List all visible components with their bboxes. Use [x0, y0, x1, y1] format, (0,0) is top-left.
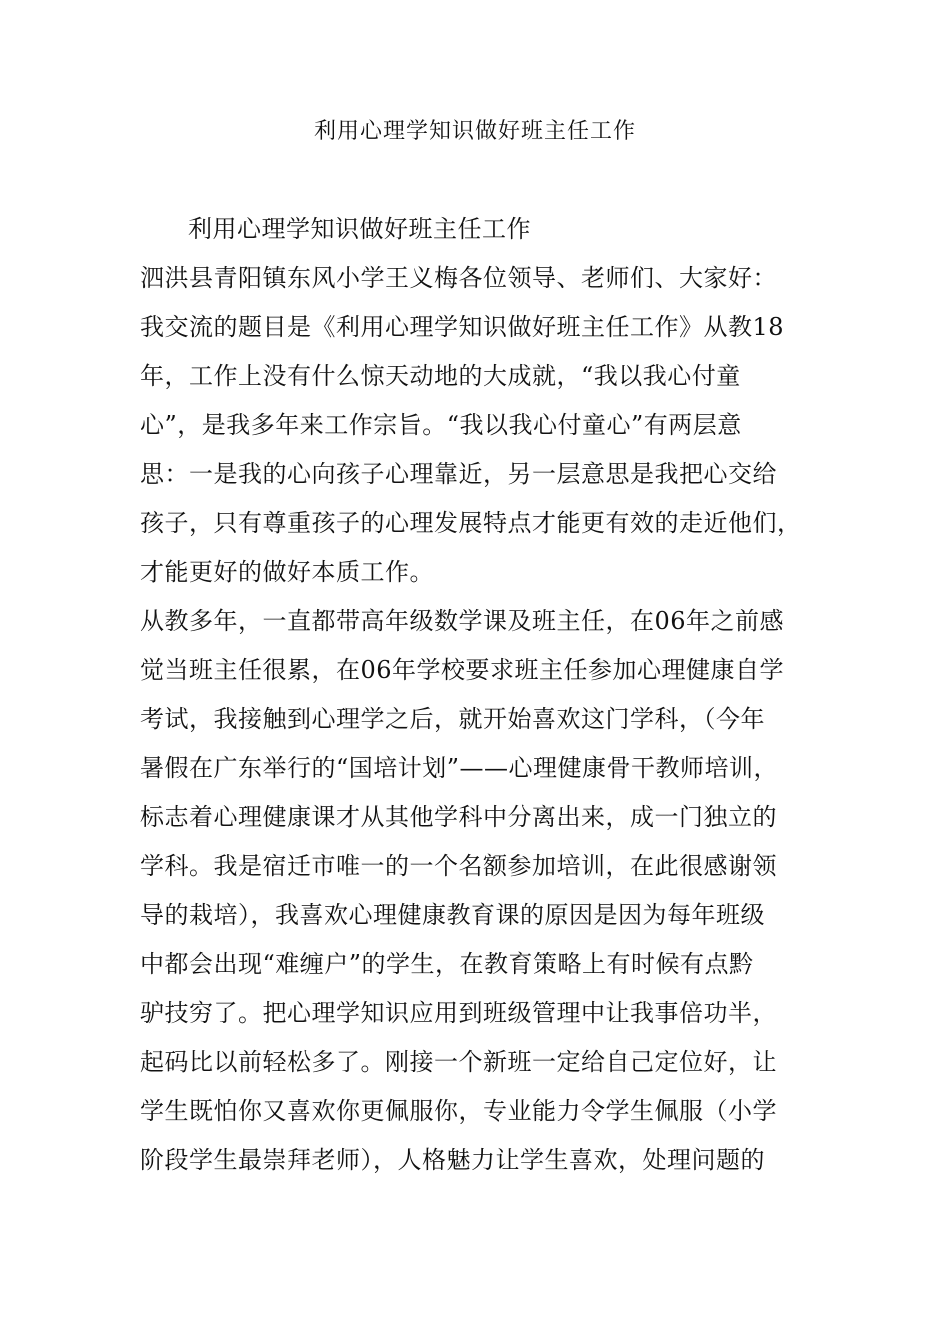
document-title: 利用心理学知识做好班主任工作 [313, 119, 636, 144]
body-line: 年，工作上没有什么惊天动地的大成就，“我以我心付童 [140, 362, 741, 390]
body-line: 思：一是我的心向孩子心理靠近，另一层意思是我把心交给 [140, 460, 777, 488]
body-line: 孩子，只有尊重孩子的心理发展特点才能更有效的走近他们， [140, 509, 802, 537]
body-line: 暑假在广东举行的“国培计划”——心理健康骨干教师培训， [140, 754, 779, 782]
body-line: 阶段学生最崇拜老师），人格魅力让学生喜欢，处理问题的 [140, 1146, 765, 1174]
body-line: 导的栽培），我喜欢心理健康教育课的原因是因为每年班级 [140, 901, 765, 929]
body-heading-line: 利用心理学知识做好班主任工作 [188, 215, 531, 243]
body-line: 我交流的题目是《利用心理学知识做好班主任工作》从教18 [140, 313, 785, 341]
body-line: 泗洪县青阳镇东风小学王义梅各位领导、老师们、大家好： [140, 264, 777, 292]
body-line: 起码比以前轻松多了。刚接一个新班一定给自己定位好，让 [140, 1048, 777, 1076]
body-line: 学生既怕你又喜欢你更佩服你，专业能力令学生佩服（小学 [140, 1097, 777, 1125]
body-line: 从教多年，一直都带高年级数学课及班主任，在06年之前感 [140, 607, 785, 635]
body-line: 标志着心理健康课才从其他学科中分离出来，成一门独立的 [140, 803, 777, 831]
body-line: 心”，是我多年来工作宗旨。“我以我心付童心”有两层意 [140, 411, 742, 439]
body-line: 中都会出现“难缠户”的学生，在教育策略上有时候有点黔 [140, 950, 754, 978]
body-line: 考试，我接触到心理学之后，就开始喜欢这门学科，（今年 [140, 705, 765, 733]
body-line: 驴技穷了。把心理学知识应用到班级管理中让我事倍功半， [140, 999, 777, 1027]
body-line: 觉当班主任很累，在06年学校要求班主任参加心理健康自学 [140, 656, 785, 684]
body-line: 学科。我是宿迁市唯一的一个名额参加培训，在此很感谢领 [140, 852, 777, 880]
body-line: 才能更好的做好本质工作。 [140, 558, 434, 586]
document-body [140, 205, 820, 1185]
